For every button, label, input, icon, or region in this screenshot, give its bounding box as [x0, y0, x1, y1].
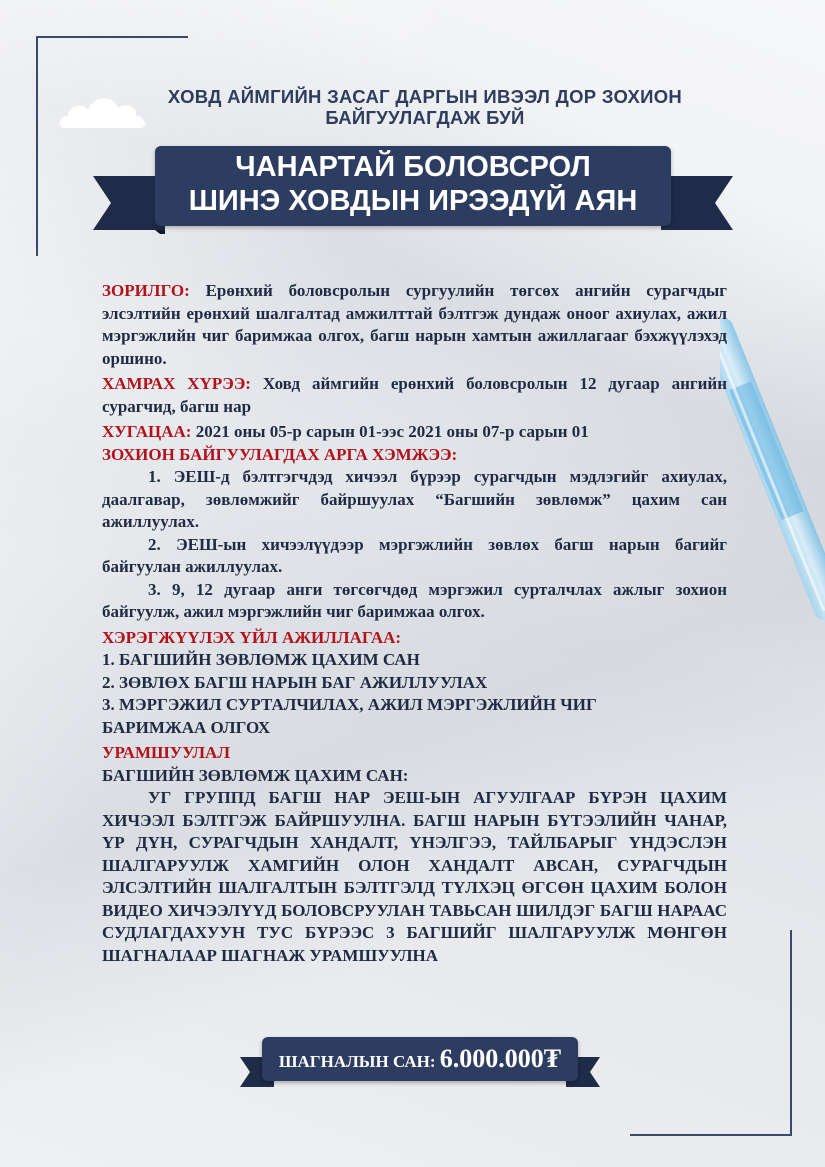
activities-label: ХЭРЭГЖҮҮЛЭХ ҮЙЛ АЖИЛЛАГАА:: [102, 627, 402, 647]
prize-fund: [262, 1044, 578, 1077]
scope-paragraph: [102, 373, 727, 418]
goal-paragraph: [102, 280, 727, 370]
frame-corner-top-vertical: [36, 36, 38, 256]
measure-item: 3. 9, 12 дугаар анги төгсөгчдөд мэргэжил сурталчлах ажлыг зохион байгуулж, ажил мэргэжлийн чиг баримжаа олгох.: [102, 579, 727, 621]
duration-label: ХУГАЦАА:: [102, 422, 192, 441]
goal-text: Ерөнхий боловсролын сургуулийн төгсөх ангийн сурагчдыг элсэлтийн ерөнхий шалгалтад амжилттай бэлтгэж дундаж оноог ахиулах, ажил мэргэжлийн чиг баримжаа олгох, багш нарын хамтын ажиллагааг бэхжүүлэхэд оршино.: [102, 281, 727, 368]
main-content: [102, 280, 727, 967]
goal-label: ЗОРИЛГО:: [102, 281, 190, 300]
duration-paragraph: [102, 421, 727, 444]
frame-corner-bottom-horizontal: [630, 1134, 792, 1136]
incentive-label: УРАМШУУЛАЛ: [102, 743, 230, 762]
activity-item: 2. ЗӨВЛӨХ БАГШ НАРЫН БАГ АЖИЛЛУУЛАХ: [102, 672, 488, 692]
activity-item-continuation: БАРИМЖАА ОЛГОХ: [102, 717, 271, 737]
prize-ribbon: [240, 1037, 600, 1089]
scope-text: Ховд аймгийн ерөнхий боловсролын 12 дугаар ангийн сурагчид, багш нар: [102, 374, 727, 416]
title-ribbon: [93, 140, 733, 240]
measure-item: 2. ЭЕШ-ын хичээлүүдээр мэргэжлийн зөвлөх багш нарын багийг байгуулан ажиллуулах.: [102, 534, 727, 576]
duration-text: 2021 оны 05-р сарын 01-ээс 2021 оны 07-р сарын 01: [191, 422, 589, 441]
organizer-line-2: БАЙГУУЛАГДАЖ БУЙ: [325, 107, 525, 128]
measure-item: 1. ЭЕШ-д бэлтгэгчдэд хичээл бүрээр сурагчдын мэдлэгийг ахиулах, даалгавар, зөвлөмжийг байршуулах “Багшийн зөвлөмж” цахим сан ажиллуулах.: [102, 467, 727, 531]
pen-decoration-icon: [720, 290, 825, 650]
campaign-title-line-2: ШИНЭ ХОВДЫН ИРЭЭДҮЙ АЯН: [188, 185, 638, 217]
prize-amount: 6.000.000₮: [439, 1044, 562, 1073]
incentive-text: УГ ГРУППД БАГШ НАР ЭЕШ-ЫН АГУУЛГААР БҮРЭН ЦАХИМ ХИЧЭЭЛ БЭЛТГЭЖ БАЙРШУУЛНА. БАГШ НАРЫН БҮТЭЭЛИЙН ЧАНАР, ҮР ДҮН, СУРАГЧДЫН ХАНДАЛТ, ҮНЭЛГЭЭ, ТАЙЛБАРЫГ ҮНДЭСЛЭН ШАЛГАРУУЛЖ ХАМГИЙН ОЛОН ХАНДАЛТ АВСАН, СУРАГЧДЫН ЭЛСЭЛТИЙН ШАЛГАЛТЫН БЭЛТГЭЛД ТҮЛХЭЦ ӨГСӨН ЦАХИМ БОЛОН ВИДЕО ХИЧЭЭЛҮҮД БОЛОВСРУУЛАН ТАВЬСАН ШИЛДЭГ БАГШ НАРААС СУДЛАГДАХУУН ТУС БҮРЭЭС 3 БАГШИЙГ ШАЛГАРУУЛЖ МӨНГӨН ШАГНАЛААР ШАГНАЖ УРАМШУУЛНА: [102, 788, 727, 965]
prize-label: ШАГНАЛЫН САН:: [278, 1052, 436, 1071]
measures-label: ЗОХИОН БАЙГУУЛАГДАХ АРГА ХЭМЖЭЭ:: [102, 444, 458, 464]
frame-corner-bottom-vertical: [790, 930, 792, 1135]
campaign-title: [155, 150, 671, 218]
activity-item: 3. МЭРГЭЖИЛ СУРТАЛЧИЛАХ, АЖИЛ МЭРГЭЖЛИЙН ЧИГ: [102, 695, 597, 714]
frame-corner-top-horizontal: [36, 36, 188, 38]
organizer-line-1: ХОВД АЙМГИЙН ЗАСАГ ДАРГЫН ИВЭЭЛ ДОР ЗОХИОН: [167, 86, 683, 107]
activity-item: 1. БАГШИЙН ЗӨВЛӨМЖ ЦАХИМ САН: [102, 650, 420, 669]
scope-label: ХАМРАХ ХҮРЭЭ:: [102, 374, 251, 393]
campaign-title-line-1: ЧАНАРТАЙ БОЛОВСРОЛ: [235, 151, 591, 183]
organizer-heading: [120, 86, 730, 128]
incentive-subheading: БАГШИЙН ЗӨВЛӨМЖ ЦАХИМ САН:: [102, 765, 409, 785]
